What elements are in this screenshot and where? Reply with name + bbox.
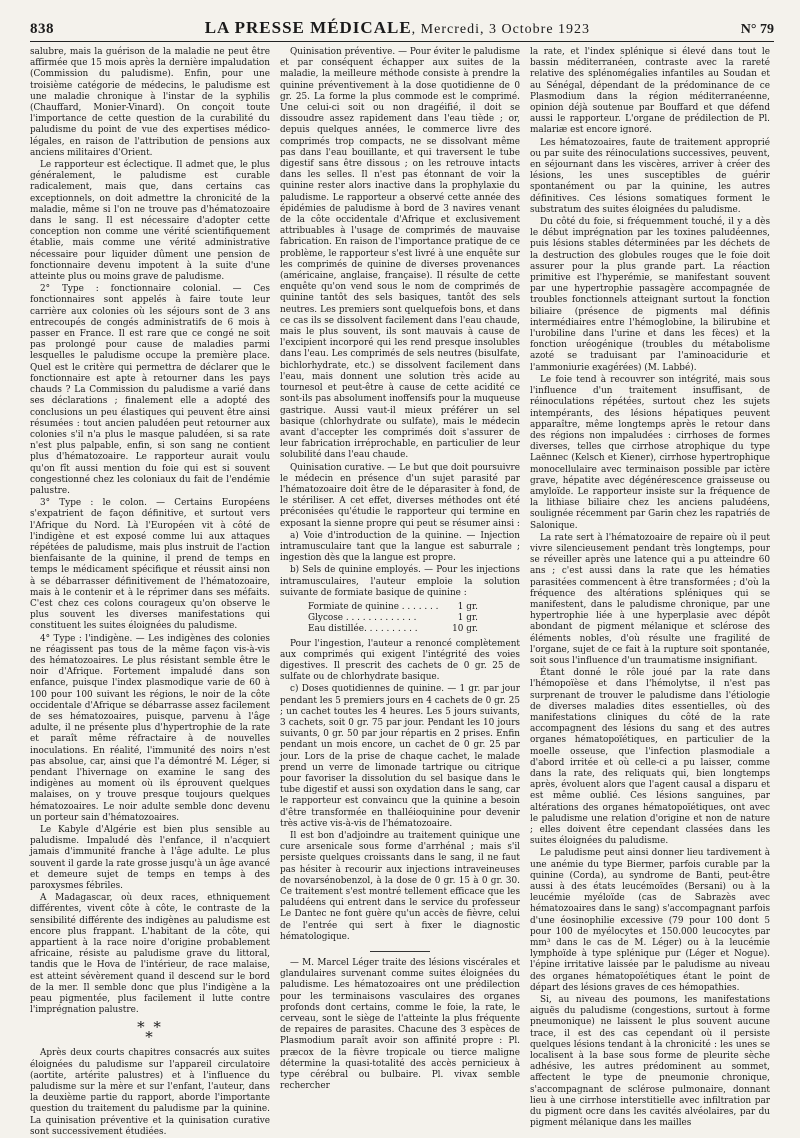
paragraph: — M. Marcel Léger traite des lésions viscérales et glandulaires survenant comme suites éloignées du paludisme. Les hématozoaires ont une prédilection pour les terminaisons vasculaires des organes profonds dont certains, comme le foie, la rate, le cerveau, sont le siège de l'atteinte la plus fréquente de repaires de parasites. Chacune des 3 espèces de Plasmodium paraît avoir son affinité propre : Pl. præcox de la fièvre tropicale ou tierce maligne détermine la quasi-totalité des accès pernicieux à type cérébral ou bulbaire. Pl. vivax semble rechercher	[280, 958, 520, 1092]
paragraph: 4° Type : l'indigène. — Les indigènes des colonies ne réagissent pas tous de la même façon vis-à-vis des hématozoaires. Le plus résistant semble être le noir d'Afrique. Fortement impaludé dans son enfance, puisque l'index plasmodique varie de 60 à 100 pour 100 suivant les régions, le noir de la côte occidentale d'Afrique se débarrasse assez facilement de ses hématozoaires, puisque, parvenu à l'âge adulte, il ne présente plus d'hypertrophie de la rate et paraît même réfractaire à de nouvelles inoculations. En réalité, l'immunité des noirs n'est pas absolue, car, ainsi que l'a démontré M. Léger, si pendant l'hivernage on examine le sang des indigènes au moment où ils éprouvent quelques malaises, on y trouve presque toujours quelques hématozoaires. Le noir adulte semble donc devenu un porteur sain d'hématozoaires.	[30, 633, 270, 823]
column-2	[280, 47, 520, 1092]
paragraph: la rate, et l'index splénique si élevé dans tout le bassin méditerranéen, contraste avec la rareté relative des splénomégalies infantiles au Soudan et au Sénégal, dépendant de la prédominance de ce Plasmodium dans la région méditerranéenne, opinion déjà soutenue par Bouffard et que défend aussi le rapporteur. L'organe de prédilection de Pl. malariæ est encore ignoré.	[530, 47, 770, 136]
page-header	[30, 18, 774, 42]
paragraph: 2° Type : fonctionnaire colonial. — Ces fonctionnaires sont appelés à faire toute leur carrière aux colonies où les séjours sont de 3 ans entrecoupés de congés administratifs de 6 mois à passer en France. Il est rare que ce congé ne soit pas prolongé pour cause de maladies parmi lesquelles le paludisme occupe la première place. Quel est le critère qui permettra de déclarer que le fonctionnaire est apte à retourner dans les pays chauds ? La Commission du paludisme a varié dans ses déclarations ; finalement elle a adopté des conclusions un peu élastiques qui peuvent être ainsi résumées : tout ancien paludéen peut retourner aux colonies s'il n'a plus le masque paludéen, si sa rate n'est plus palpable, enfin, si son sang ne contient plus d'hématozoaire. Le rapporteur aurait voulu qu'on fît aussi mention du foie qui est si souvent congestionné chez les coloniaux du fait de l'endémie palustre.	[30, 284, 270, 496]
paragraph: Quinisation préventive. — Pour éviter le paludisme et par conséquent échapper aux suites de la maladie, la meilleure méthode consiste à prendre la quinine préventivement à la dose quotidienne de 0 gr. 25. La forme la plus commode est le comprimé. Une celui-ci soit ou non dragéifié, il doit se dissoudre assez rapidement dans l'eau tiède ; or, depuis quelques années, le commerce livre des comprimés trop compacts, ne se dissolvant même pas dans l'eau bouillante, et qui traversent le tube digestif sans être dissous ; on les retrouve intacts dans les selles. Il n'est pas étonnant de voir la quinine rester alors inactive dans la prophylaxie du paludisme. Le rapporteur a observé cette année des épidémies de paludisme à bord de 3 navires venant de la côte occidentale d'Afrique et exclusivement attribuables à l'usage de comprimés de mauvaise fabrication. En raison de l'importance pratique de ce problème, le rapporteur s'est livré à une enquête sur les comprimés de quinine de diverses provenances (américaine, anglaise, française). Il résulte de cette enquête qu'on vend sous le nom de comprimés de quinine tantôt des sels basiques, tantôt des sels neutres. Les premiers sont quelquefois bons, et dans ce cas ils se dissolvent facilement dans l'eau chaude, mais le plus souvent, ils sont mauvais à cause de l'excipient incorporé qui les rend presque insolubles dans l'eau. Les comprimés de sels neutres (bisulfate, bichlorhydrate, etc.) se dissolvent facilement dans l'eau, mais donnent une solution très acide au tournesol et peut-être à cause de cette acidité ce sont-ils pas absolument inoffensifs pour la muqueuse gastrique. Aussi vaut-il mieux préférer un sel basique (chlorhydrate ou sulfate), mais le médecin avant d'accepter les comprimés doit s'assurer de leur fabrication irréprochable, en particulier de leur solubilité dans l'eau chaude.	[280, 47, 520, 461]
formula-row	[308, 613, 478, 624]
paragraph: Étant donné le rôle joué par la rate dans l'hémopoïèse et dans l'hémolytse, il n'est pas surprenant de trouver le paludisme dans l'étiologie de diverses maladies dites essentielles, où des manifestations cliniques du côté de la rate accompagnent des lésions du sang et des autres organes hématopoïétiques, en particulier de la moelle osseuse, que l'infection plasmodiale a d'abord irritée et où celle-ci a pu laisser, comme dans la rate, des reliquats qui, bien longtemps après, évoluent alors que l'agent causal a disparu et est même oublié. Ces lésions sanguines, par altérations des organes hématopoïétiques, ont avec le paludisme une relation d'origine et non de nature ; elles doivent être cependant classées dans les suites éloignées du paludisme.	[530, 668, 770, 847]
journal-title: LA PRESSE MÉDICALE	[204, 18, 412, 37]
formula-quantity: 1 gr.	[457, 601, 478, 612]
masthead	[205, 18, 590, 38]
column-1	[30, 47, 270, 1137]
paragraph: 3° Type : le colon. — Certains Européens s'expatrient de façon définitive, et surtout vers l'Afrique du Nord. Là l'Européen vit à côté de l'indigène et est exposé comme lui aux attaques répétées de paludisme, mais plus instruit de l'action bienfaisante de la quinine, il prend de temps en temps le médicament spécifique et réussit ainsi non à se débarrasser définitivement de l'hématozoaire, mais à le contenir et à le réprimer dans ses méfaits. C'est chez ces colons courageux qu'on observe le plus souvent les diverses manifestations qui constituent les suites éloignées du paludisme.	[30, 498, 270, 632]
formula-ingredient: Formiate de quinine . . . . . . .	[308, 601, 439, 612]
paragraph: salubre, mais la guérison de la maladie ne peut être affirmée que 15 mois après la dernière impaludation (Commission du paludisme). Enfin, pour une troisième catégorie de médecins, le paludisme est une maladie chronique à l'instar de la syphilis (Chauffard, Monier-Vinard). On conçoit toute l'importance de cette question de la curabilité du paludisme du point de vue des expertises médico-légales, en raison de l'attribution de pensions aux anciens militaires d'Orient.	[30, 47, 270, 158]
paragraph: Si, au niveau des poumons, les manifestations aiguës du paludisme (congestions, surtout à forme pneumonique) ne laissent le plus souvent aucune trace, il est des cas cependant où il persiste quelques lésions tendant à la chronicité : les unes se localisent à la base sous forme de pleurite sèche adhésive, les autres prédominent au sommet, affectent le type de pneumonie chronique, s'accompagnant de sclérose pulmonaire, donnant lieu à une cirrhose interstitielle avec infiltration par du pigment ocre dans les cavités alvéolaires, par du pigment mélanique dans les mailles	[530, 995, 770, 1129]
column-3	[530, 47, 770, 1129]
paragraph: Le rapporteur est éclectique. Il admet que, le plus généralement, le paludisme est curable radicalement, mais que, dans certains cas exceptionnels, on doit admettre la chronicité de la maladie, même si l'on ne trouve pas d'hématozoaire dans le sang. Il est nécessaire d'adopter cette conception non comme une vérité scientifiquement établie, mais comme une vérité administrative nécessaire pour liquider dûment une pension de fonctionnaire devenu impotent à la suite d'une atteinte plus ou moins grave de paludisme.	[30, 160, 270, 283]
paragraph: La rate sert à l'hématozoaire de repaire où il peut vivre silencieusement pendant très longtemps, pour se réveiller après une latence qui a pu atteindre 60 ans ; c'est aussi dans la rate que les hématies parasitées commencent à être transformées ; d'où la fréquence des altérations spléniques qui se manifestent, dans le paludisme chronique, par une hypertrophie liée à une hyperplasie avec dépôt abondant de pigment mélanique et sclérose des éléments nobles, d'où résulte une fragilité de l'organe, sujet de ce fait à la rupture soit spontanée, soit sous l'influence d'un traumatisme insignifiant.	[530, 532, 770, 666]
paragraph: A Madagascar, où deux races, ethniquement différentes, vivent côte à côte, le contraste de la sensibilité différente des indigènes au paludisme est encore plus frappant. L'habitant de la côte, qui appartient à la race noire d'origine probablement africaine, résiste au paludisme grave du littoral, tandis que le Hova de l'intérieur, de race malaise, est atteint sévèrement quand il descend sur le bord de la mer. Il semble donc que plus l'indigène a la peau pigmentée, plus facilement il lutte contre l'imprégnation palustre.	[30, 893, 270, 1016]
paragraph: b) Sels de quinine employés. — Pour les injections intramusculaires, l'auteur emploie la solution suivante de formiate basique de quinine :	[280, 565, 520, 598]
formula-ingredient: Eau distillée. . . . . . . . . .	[308, 624, 418, 635]
formula-table	[308, 602, 520, 636]
formula-quantity: 10 gr.	[452, 624, 478, 635]
formula-quantity: 1 gr.	[457, 613, 478, 624]
text-columns	[30, 47, 774, 1137]
formula-ingredient: Glycose . . . . . . . . . . . . .	[308, 613, 417, 624]
paragraph: Le foie tend à recouvrer son intégrité, mais sous l'influence d'un traitement insuffisant, de réinoculations répétées, surtout chez les sujets intempérants, des lésions hépatiques peuvent apparaître, même longtemps après le retour dans des régions non impaludées : cirrhoses de formes diverses, telles que cirrhose atrophique du type Laënnec (Kelsch et Kiener), cirrhose hypertrophique monocellulaire avec terminaison possible par ictère grave, hépatite avec dégénérescence graisseuse ou amyloïde. Le rapporteur insiste sur la fréquence de la lithiase biliaire chez les anciens paludéens, soulignée récemment par Garin chez les rapatriés de Salonique.	[530, 374, 770, 531]
issue-date: , Mercredi, 3 Octobre 1923	[411, 22, 591, 37]
paragraph: Pour l'ingestion, l'auteur a renoncé complètement aux comprimés qui exigent l'intégrité des voies digestives. Il prescrit des cachets de 0 gr. 25 de sulfate ou de chlorhydrate basique.	[280, 638, 520, 683]
paragraph: Du côté du foie, si fréquemment touché, il y a dès le début imprégnation par les toxines paludéennes, puis lésions stables déterminées par les déchets de la destruction des globules rouges que le foie doit assurer pour la plus grande part. La réaction primitive est l'hyperémie, se manifestant souvent par une hypertrophie passagère accompagnée de troubles fonctionnels atteignant surtout la fonction biliaire (présence de pigments mal définis intermédiaires entre l'hémoglobine, la bilirubine et l'urobiline dans l'urine et dans les fèces) et la fonction uréogénique (troubles du métabolisme azoté se traduisant par l'aminoacidurie et l'ammoniurie exagérées) (M. Labbé).	[530, 217, 770, 373]
issue-number: N° 79	[740, 22, 774, 37]
paragraph: c) Doses quotidiennes de quinine. — 1 gr. par jour pendant les 5 premiers jours en 4 cachets de 0 gr. 25 ; un cachet toutes les 4 heures. Les 5 jours suivants, 3 cachets, soit 0 gr. 75 par jour. Pendant les 10 jours suivants, 0 gr. 50 par jour répartis en 2 prises. Enfin pendant un mois encore, un cachet de 0 gr. 25 par jour. Lors de la prise de chaque cachet, le malade prend un verre de limonade tartrique ou citrique pour favoriser la dissolution du sel basique dans le tube digestif et aussi son oxydation dans le sang, car le rapporteur est convaincu que la quinine a besoin d'être transformée en thalléioquinine pour devenir très active vis-à-vis de l'hématozoaire.	[280, 684, 520, 829]
section-divider	[370, 951, 430, 952]
paragraph: a) Voie d'introduction de la quinine. — Injection intramusculaire tant que la langue est saburrale ; ingestion dès que la langue est propre.	[280, 530, 520, 564]
formula-row	[308, 602, 478, 613]
formula-row	[308, 624, 478, 635]
paragraph: Le Kabyle d'Algérie est bien plus sensible au paludisme. Impaludé dès l'enfance, il n'acquiert jamais d'immunité franche à l'âge adulte. Le plus souvent il garde la rate grosse jusqu'à un âge avancé et demeure sujet de temps en temps à des paroxysmes fébriles.	[30, 825, 270, 892]
asterism-separator: * * *	[137, 1018, 163, 1047]
page-number: 838	[30, 21, 54, 37]
paragraph: Après deux courts chapitres consacrés aux suites éloignées du paludisme sur l'appareil circulatoire (aortite, artérite palustres) et à l'influence du paludisme sur la mère et sur l'enfant, l'auteur, dans la deuxième partie du rapport, aborde l'importante question du traitement du paludisme par la quinine. La quinisation préventive et la quinisation curative sont successivement étudiées.	[30, 1048, 270, 1137]
paragraph: Il est bon d'adjoindre au traitement quinique une cure arsenicale sous forme d'arrhénal ; mais s'il persiste quelques croissants dans le sang, il ne faut pas hésiter à recourir aux injections intraveineuses de novarsénobenzol, à la dose de 0 gr. 15 à 0 gr. 30. Ce traitement s'est montré tellement efficace que les paludéens qui entrent dans le service du professeur Le Dantec ne font guère qu'un accès de fièvre, celui de l'entrée qui sert à fixer le diagnostic hématologique.	[280, 831, 520, 942]
paragraph: Quinisation curative. — Le but que doit poursuivre le médecin en présence d'un sujet parasité par l'hématozoaire doit être de le déparasiter à fond, de le stériliser. A cet effet, diverses méthodes ont été préconisées qu'étudie le rapporteur qui termine en exposant la sienne propre qui peut se résumer ainsi :	[280, 462, 520, 529]
paragraph: Le paludisme peut ainsi donner lieu tardivement à une anémie du type Biermer, parfois curable par la quinine (Corda), au syndrome de Banti, peut-être aussi à des états leucémoïdes (Bersani) ou à la leucémie myéloïde (cas de Sabrazès avec hématozoaires dans le sang) s'accompagnant parfois d'une éosinophilie excessive (79 pour 100 dont 5 pour 100 de myélocytes et 150.000 leucocytes par mm³ dans le cas de M. Léger) ou à la leucémie lymphoïde à type splénique pur (Léger et Nogue). l'épine irritative laissée par le paludisme au niveau des organes hématopoïétiques étant le point de départ des lésions graves de ces hémopathies.	[530, 848, 770, 993]
paragraph: Les hématozoaires, faute de traitement approprié ou par suite des réinoculations successives, peuvent, en séjournant dans les viscères, arriver à créer des lésions, les unes susceptibles de guérir spontanément ou par la quinine, les autres définitives. Ces lésions somatiques forment le substratum des suites éloignées du paludisme.	[530, 137, 770, 215]
